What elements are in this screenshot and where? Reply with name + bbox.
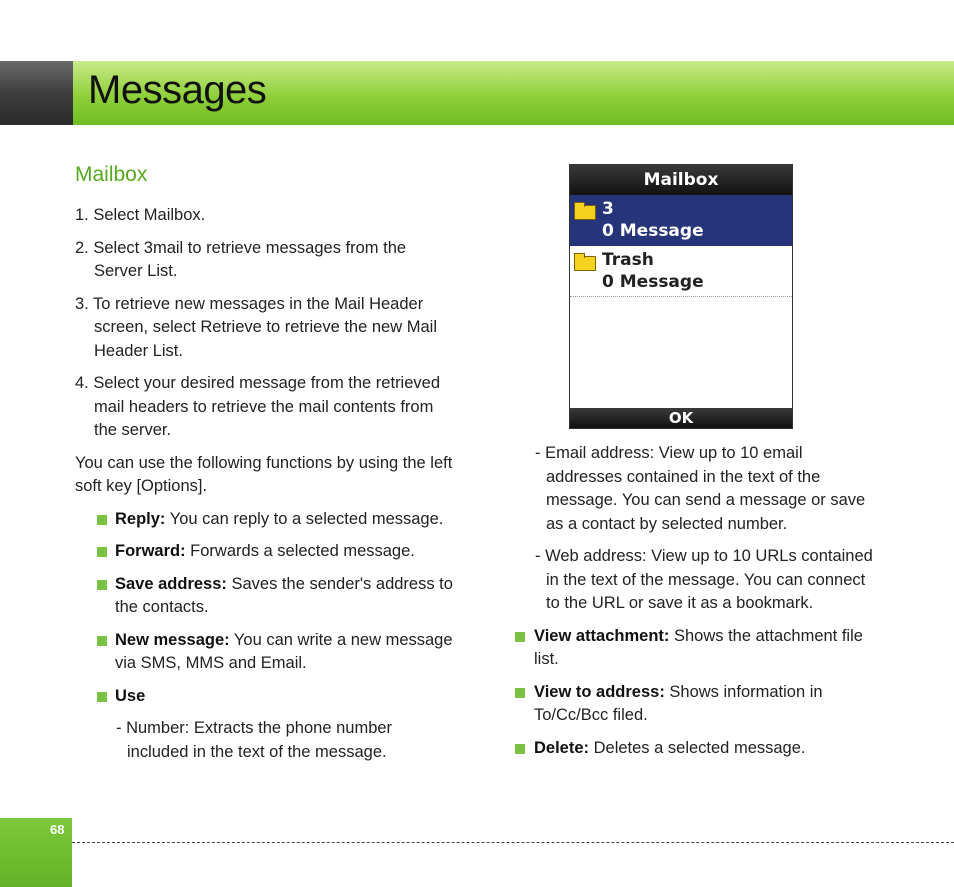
option-forward [75, 540, 455, 564]
mailbox-item-3[interactable] [570, 195, 792, 246]
footer-divider [72, 842, 954, 843]
step-item: 4. Select your desired message from the retrieved mail headers to retrieve the mail contents from the server. [75, 374, 441, 439]
bullet-square-icon [97, 692, 107, 702]
bullet-square-icon [515, 632, 525, 642]
use-item-number: - Number: Extracts the phone number included in the text of the message. [116, 719, 393, 761]
option-text: You can reply to a selected message. [165, 509, 444, 528]
bullet-square-icon [515, 744, 525, 754]
bullet-square-icon [97, 515, 107, 525]
step-item: 2. Select 3mail to retrieve messages from the Server List. [75, 238, 407, 280]
bullet-square-icon [97, 547, 107, 557]
mailbox-name: 3 [602, 199, 614, 219]
bullet-square-icon [515, 688, 525, 698]
option-text: Forwards a selected message. [185, 542, 415, 560]
option-view-to-address [515, 681, 875, 728]
option-label: Save address: [115, 574, 227, 593]
option-new-message [75, 629, 455, 676]
step-item: 1. Select Mailbox. [75, 206, 206, 224]
option-label: View to address: [534, 682, 665, 701]
option-text: You can write a new message via SMS, MMS and Email. [115, 630, 453, 672]
section-title: Mailbox [75, 163, 148, 186]
option-use [75, 685, 455, 709]
option-text: Deletes a selected message. [589, 738, 806, 757]
option-text: Saves the sender's address to the contacts. [115, 574, 453, 616]
folder-icon [574, 205, 596, 220]
option-save-address [75, 573, 455, 620]
step-item: 3. To retrieve new messages in the Mail Header screen, select Retrieve to retrieve the new Mail Header List. [75, 294, 437, 360]
option-view-attachment [515, 625, 875, 672]
phone-screen [569, 164, 793, 429]
option-reply [75, 508, 455, 532]
bullet-square-icon [97, 636, 107, 646]
use-item-web: - Web address: View up to 10 URLs contained in the text of the message. You can connect to the URL or save it as a bookmark. [535, 547, 873, 612]
option-text: Shows the attachment file list. [534, 626, 863, 668]
mailbox-name: Trash [602, 250, 654, 270]
intro-paragraph: You can use the following functions by using the left soft key [Options]. [75, 453, 453, 495]
right-column [515, 442, 875, 769]
bullet-square-icon [97, 580, 107, 590]
option-label: New message: [115, 630, 230, 649]
use-item-email: - Email address: View up to 10 email addresses contained in the text of the message. You can send a message or save as a contact by selected number. [535, 444, 866, 533]
header-tab [0, 61, 73, 125]
mailbox-count: 0 Message [602, 272, 704, 292]
option-label: Reply: [115, 509, 166, 528]
mailbox-count: 0 Message [602, 221, 704, 241]
option-delete [515, 737, 875, 761]
folder-icon [574, 256, 596, 271]
page-number: 68 [50, 822, 65, 837]
option-label: Use [115, 686, 146, 705]
option-text: Shows information in To/Cc/Bcc filed. [534, 682, 823, 724]
mailbox-item-trash[interactable] [570, 246, 792, 297]
option-label: View attachment: [534, 626, 670, 645]
left-column [75, 160, 455, 773]
option-label: Forward: [115, 542, 186, 560]
phone-screen-title: Mailbox [570, 165, 792, 195]
option-label: Delete: [534, 738, 590, 757]
page-title: Messages [88, 68, 267, 112]
ok-softkey[interactable]: OK [570, 408, 792, 428]
